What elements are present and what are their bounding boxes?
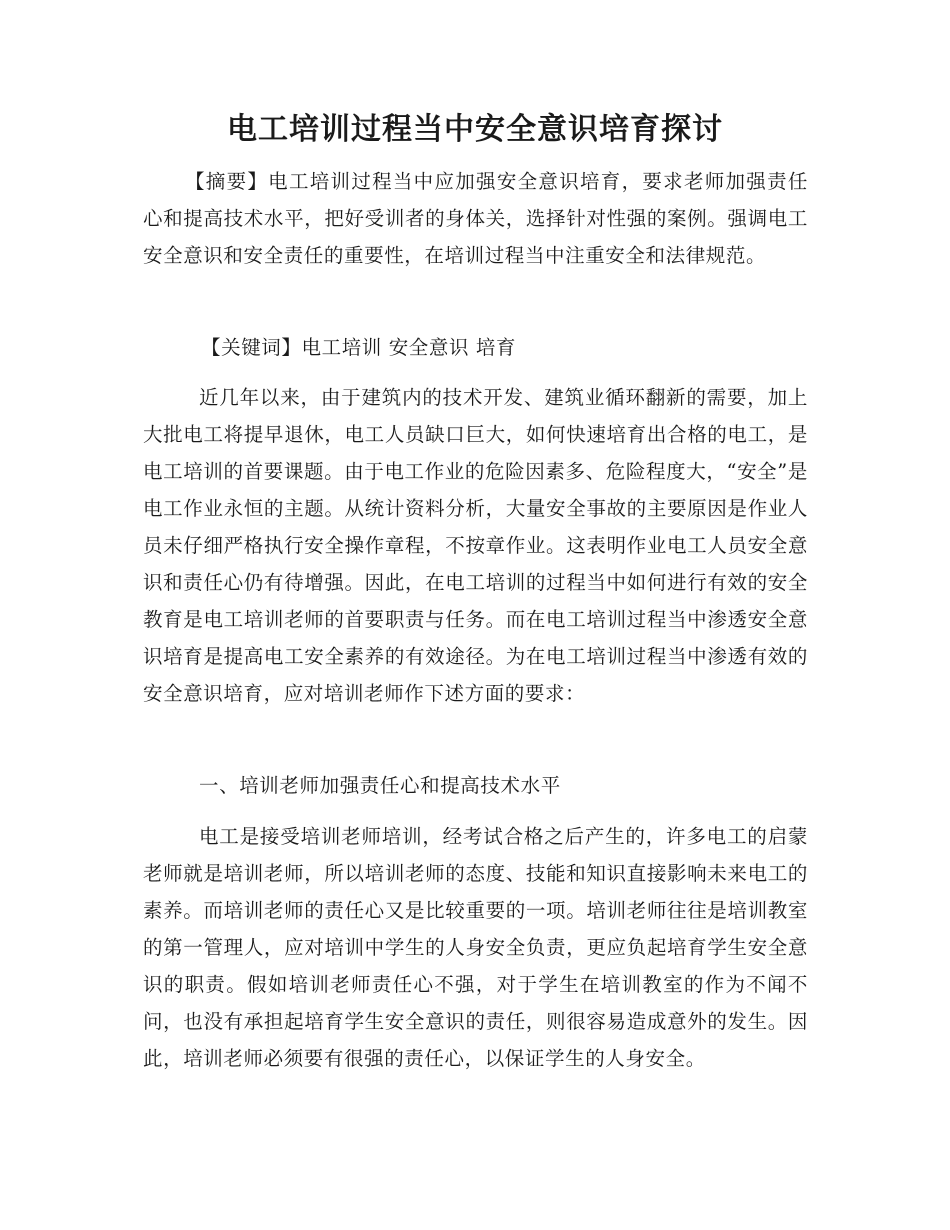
abstract-paragraph: 【摘要】电工培训过程当中应加强安全意识培育，要求老师加强责任心和提高技术水平，把好受训者的身体关，选择针对性强的案例。强调电工安全意识和安全责任的重要性，在培训过程当中注重安全和法律规范。	[143, 170, 808, 267]
section-heading-1: 一、培训老师加强责任心和提高技术水平	[199, 774, 561, 797]
intro-paragraph: 近几年以来，由于建筑内的技术开发、建筑业循环翻新的需要，加上大批电工将提早退休，电工人员缺口巨大，如何快速培育出合格的电工，是电工培训的首要课题。由于电工作业的危险因素多、危险程度大，“安全”是电工作业永恒的主题。从统计资料分析，大量安全事故的主要原因是作业人员未仔细严格执行安全操作章程，不按章作业。这表明作业电工人员安全意识和责任心仍有待增强。因此，在电工培训的过程当中如何进行有效的安全教育是电工培训老师的首要职责与任务。而在电工培训过程当中渗透安全意识培育是提高电工安全素养的有效途径。为在电工培训过程当中渗透有效的安全意识培育，应对培训老师作下述方面的要求：	[143, 386, 808, 705]
document-title: 电工培训过程当中安全意识培育探讨	[227, 112, 723, 147]
keywords-line: 【关键词】电工培训 安全意识 培育	[201, 336, 517, 359]
section-1-paragraph: 电工是接受培训老师培训，经考试合格之后产生的，许多电工的启蒙老师就是培训老师，所以培训老师的态度、技能和知识直接影响未来电工的素养。而培训老师的责任心又是比较重要的一项。培训老师往往是培训教室的第一管理人，应对培训中学生的人身安全负责，更应负起培育学生安全意识的职责。假如培训老师责任心不强，对于学生在培训教室的作为不闻不问，也没有承担起培育学生安全意识的责任，则很容易造成意外的发生。因此，培训老师必须要有很强的责任心，以保证学生的人身安全。	[143, 825, 808, 1070]
